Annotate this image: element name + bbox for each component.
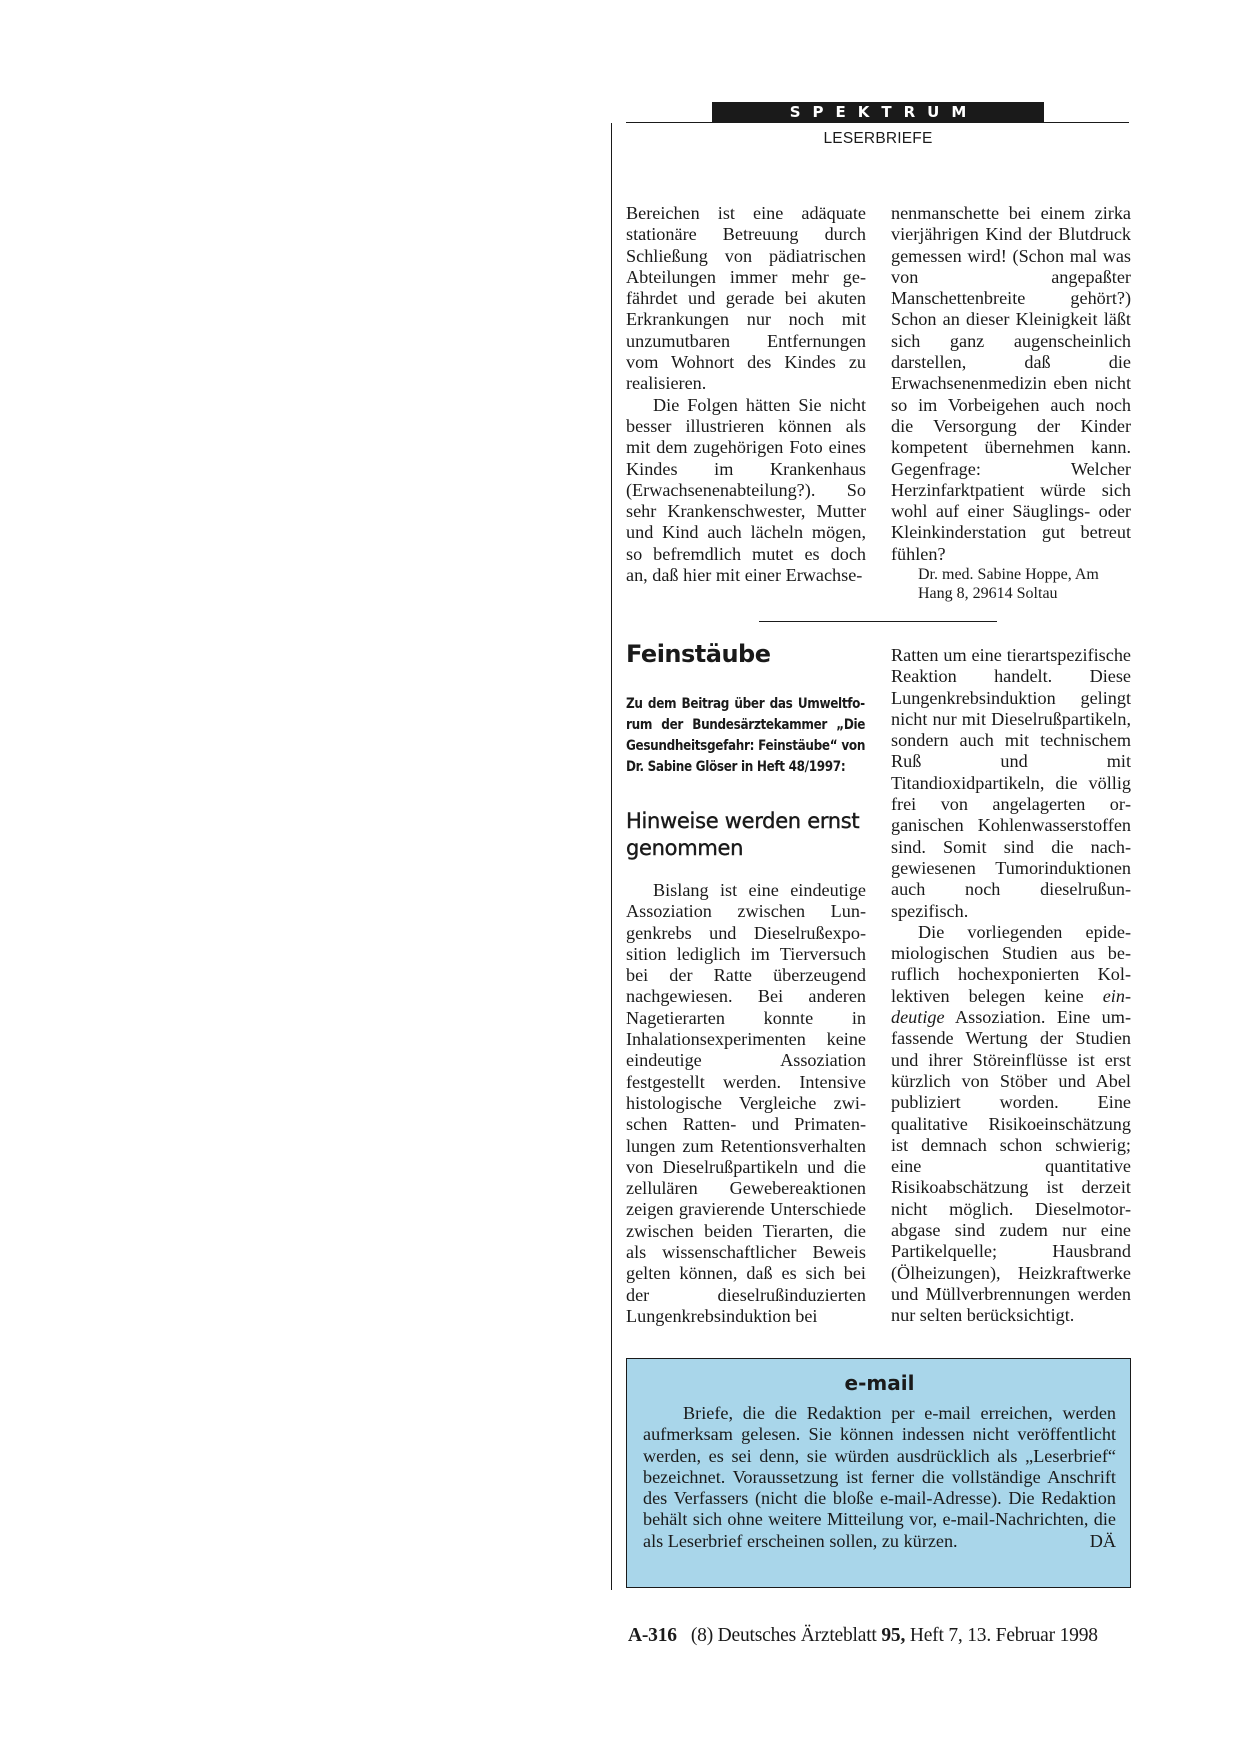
paragraph: Ratten um eine tierartspezifische Reaktion handelt. Diese Lungenkrebsinduktion gelingt nicht nur mit Dieselrußpartikeln, sondern auch mit technischem Ruß und mit Titandioxidpartikeln, die völlig frei von angelagerten organischen Kohlenwasserstoffen sind. Somit sind die nachgewiesenen Tumorinduktionen auch noch dieselrußunspezifisch. — [891, 645, 1131, 921]
text-run: Assoziation. Eine umfassende Wertung der Studien und ihrer Störeinflüsse ist erst kürzlich von Stöber und Abel publiziert worden. Eine qualitative Risikoeinschätzung ist demnach schon schwierig; eine quantitative Risikoabschätzung ist derzeit nicht möglich. Dieselmotorabgase sind zudem nur eine Partikelquelle; Hausbrand (Ölheizungen), Heizkraftwerke und Müllverbrennungen werden nur selten berücksichtigt. — [891, 1007, 1131, 1326]
page-footer — [628, 1625, 1098, 1647]
paragraph — [891, 922, 1131, 1327]
subsection-title: LESERBRIEFE — [823, 130, 933, 147]
article-column-1 — [626, 880, 866, 1327]
signature-line: Hang 8, 29614 Soltau — [918, 585, 1058, 603]
article-heading: Feinstäube — [626, 640, 771, 668]
journal-name: (8) Deutsches Ärzteblatt — [690, 1625, 877, 1646]
paragraph: Bereichen ist eine adäquate stationäre Betreuung durch Schließung von pädiatrischen Abteilungen immer mehr gefährdet und gerade bei akuten Erkrankungen nur noch mit unzumutbaren Entfernungen vom Wohnort des Kindes zu realisieren. — [626, 203, 866, 394]
email-notice-box — [626, 1358, 1131, 1588]
issue-date: Heft 7, 13. Februar 1998 — [909, 1625, 1098, 1646]
letter-column-1 — [626, 203, 866, 586]
paragraph: Die Folgen hätten Sie nicht besser illustrieren können als mit dem zugehörigen Foto eines Kindes im Krankenhaus (Erwachsenenabteilung?). So sehr Krankenschwester, Mutter und Kind auch lächeln mögen, so befremdlich mutet es doch an, daß hier mit einer Erwachse- — [626, 394, 866, 586]
email-notice-text — [643, 1403, 1116, 1552]
column-rule — [611, 123, 612, 1590]
article-lead: Zu dem Beitrag über das Umweltforum der Bundesärztekammer „Die Gesundheitsgefahr: Feinstäube“ von Dr. Sabine Glöser in Heft 48/1997: — [626, 696, 866, 775]
letter-subheading: Hinweise werden ernst genommen — [626, 809, 860, 860]
letter-column-2 — [891, 203, 1131, 603]
letter-signature — [891, 565, 1131, 603]
signature-line: Dr. med. Sabine Hoppe, Am — [918, 566, 1099, 584]
email-notice-sign: DÄ — [1089, 1530, 1116, 1551]
section-banner: SPEKTRUM — [712, 102, 1044, 123]
paragraph: nenmanschette bei einem zirka vierjährigen Kind der Blutdruck gemessen wird! (Schon mal was von angepaßter Manschettenbreite gehört?) Schon an dieser Kleinigkeit läßt sich ganz augenscheinlich darstellen, daß die Erwachsenenmedizin eben nicht so im Vorbeigehen auch noch die Versorgung der Kinder kompetent übernehmen kann. Gegenfrage: Welcher Herzinfarktpatient würde sich wohl auf einer Säuglings- oder Kleinkinderstation gut betreut fühlen? — [891, 203, 1131, 564]
paragraph: Bislang ist eine eindeutige Assoziation zwischen Lungenkrebs und Dieselrußexposition lediglich im Tierversuch bei der Ratte überzeugend nachgewiesen. Bei anderen Nagetierarten konnte in Inhalationsexperimenten keine eindeutige Assoziation festgestellt werden. Intensive histologische Vergleiche zwischen Ratten- und Primatenlungen zum Retentionsverhalten von Dieselrußpartikeln und die zellulären Gewebereaktionen zeigen gravierende Unterschiede zwischen beiden Tierarten, die als wissenschaftlicher Beweis gelten können, daß es sich bei der dieselrußinduzierten Lungenkrebsinduktion bei — [626, 880, 866, 1326]
email-notice-body: Briefe, die die Redaktion per e-mail erreichen, werden aufmerksam gelesen. Sie können indessen nicht veröffentlicht werden, es sei denn, sie würden ausdrücklich als „Leserbrief“ bezeichnet. Voraussetzung ist ferner die vollständige Anschrift des Verfassers (nicht die bloße e-mail-Adresse). Die Redaktion behält sich ohne weitere Mitteilung vor, e-mail-Nachrichten, die als Leserbrief erscheinen sollen, zu kürzen. — [643, 1403, 1116, 1551]
article-column-2 — [891, 645, 1131, 1327]
email-notice-title: e-mail — [844, 1371, 915, 1395]
text-run: Die vorliegenden epidemiologischen Studien aus beruflich hochexponierten Kollektiven belegen keine — [891, 921, 1131, 1006]
article-divider — [759, 621, 997, 622]
page-number: A-316 — [628, 1625, 677, 1646]
volume-number: 95, — [881, 1625, 906, 1646]
emphasis: eindeutige — [891, 985, 1131, 1028]
